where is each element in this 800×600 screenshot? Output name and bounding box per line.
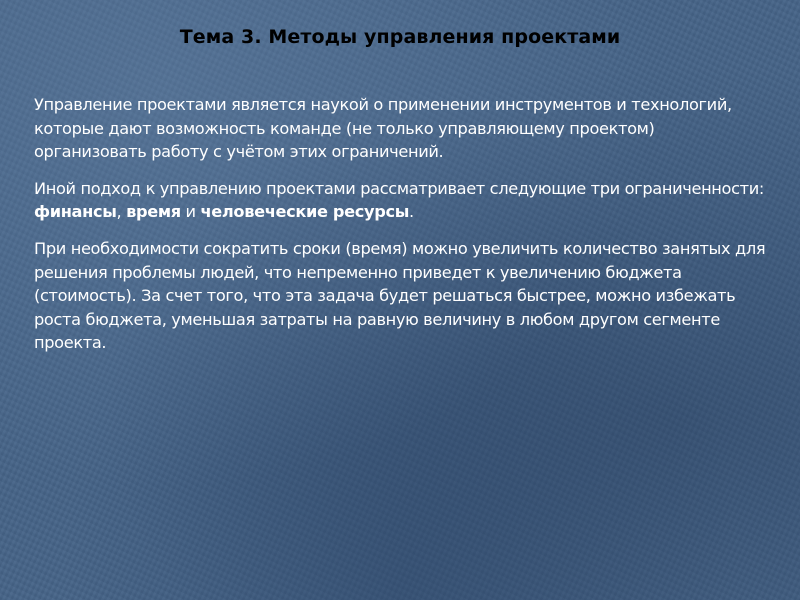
separator: , (116, 202, 127, 222)
slide-body (34, 93, 770, 368)
term-human-resources: человеческие ресурсы (200, 202, 409, 222)
separator: и (180, 202, 201, 222)
constraints-intro: Иной подход к управлению проектами рассматривает следующие три ограниченности: (34, 178, 764, 198)
paragraph-tradeoff: При необходимости сократить сроки (время) можно увеличить количество занятых для решения проблемы людей, что непременно приведет к увеличению бюджета (стоимость). За счет того, что эта задача будет решаться быстрее, можно избежать роста бюджета, уменьшая затраты на равную величину в любом другом сегменте проекта. (34, 238, 766, 353)
term-time: время (126, 202, 181, 222)
period: . (409, 202, 414, 222)
paragraph-definition: Управление проектами является наукой о применении инструментов и технологий, которые дают возможность команде (не только управляющему проектом) организовать работу с учётом этих ограничений. (34, 95, 732, 162)
slide-title: Тема 3. Методы управления проектами (179, 26, 621, 48)
term-finance: финансы (34, 202, 117, 222)
paragraph-constraints (34, 177, 770, 224)
